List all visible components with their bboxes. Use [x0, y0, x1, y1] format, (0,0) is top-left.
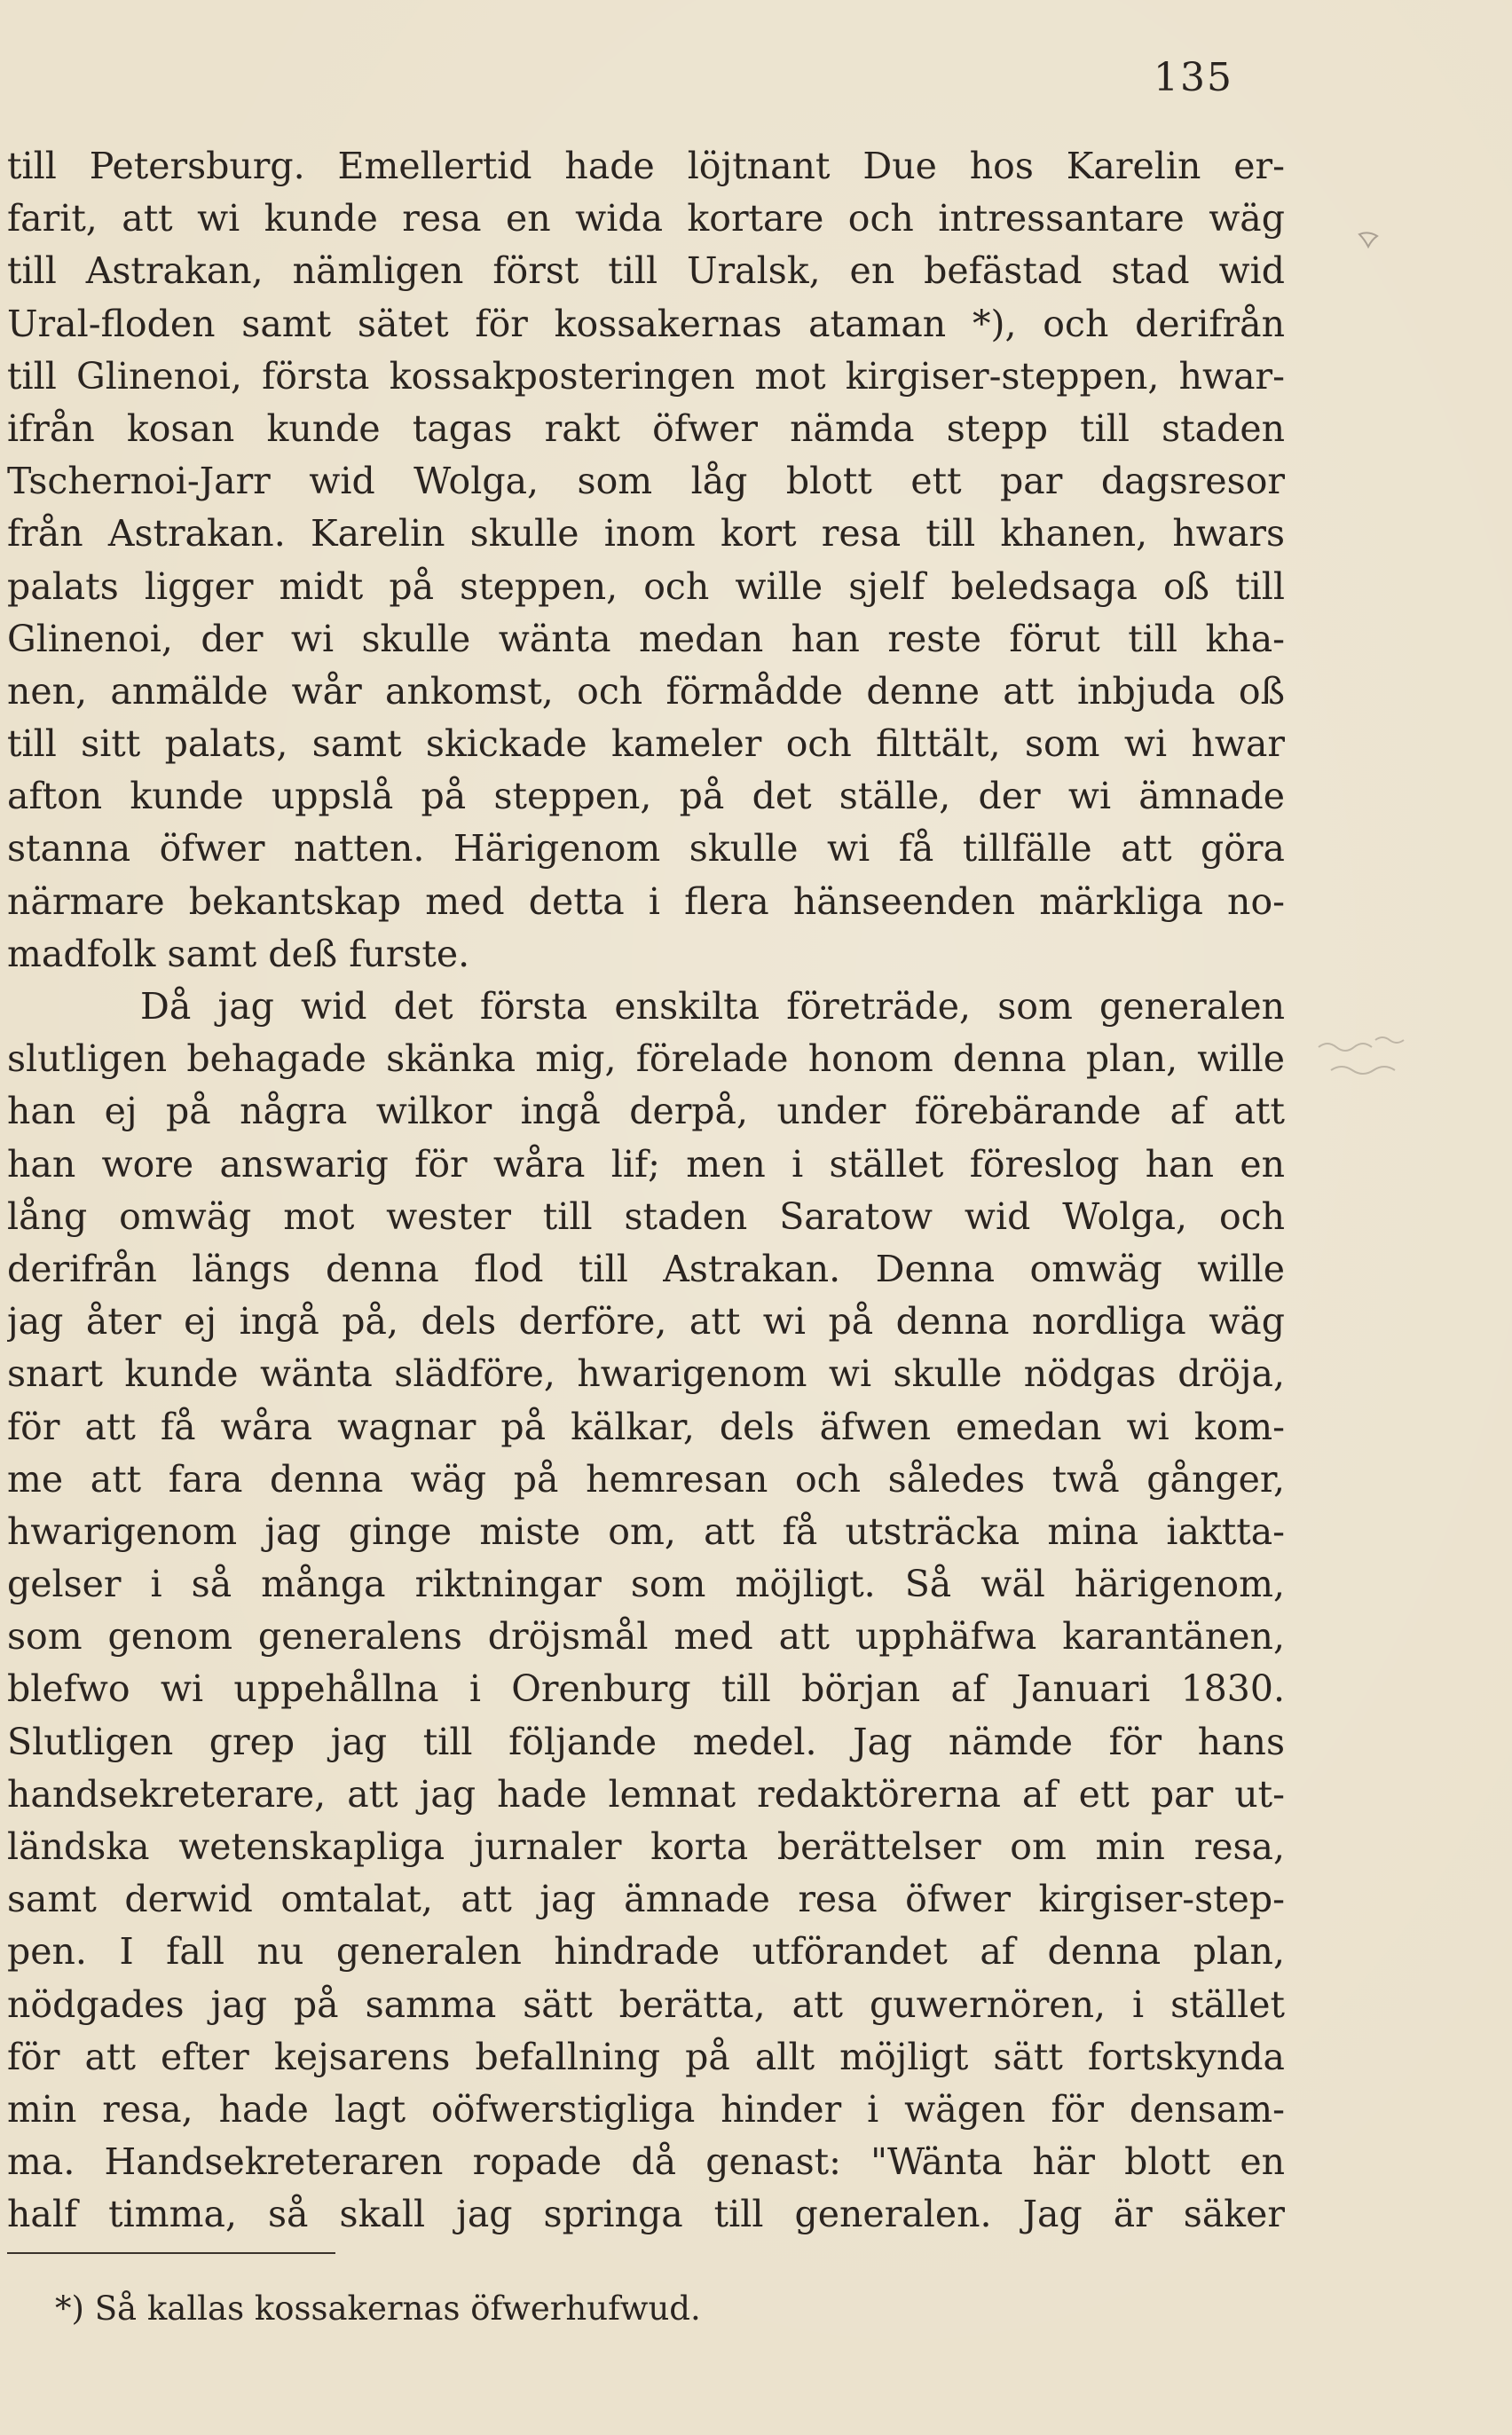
text-line: farit, att wi kunde resa en wida kortare och intressantare wäg	[7, 197, 1285, 240]
page-number: 135	[1154, 55, 1233, 100]
text-line: som genom generalens dröjsmål med att upphäfwa karantänen,	[7, 1615, 1285, 1659]
text-line: han wore answarig för wåra lif; men i stället föreslog han en	[7, 1142, 1285, 1186]
text-line: ländska wetenskapliga jurnaler korta berättelser om min resa,	[7, 1825, 1285, 1868]
text-line: till Glinenoi, första kossakposteringen mot kirgiser-steppen, hwar-	[7, 354, 1285, 398]
text-line: nen, anmälde wår ankomst, och förmådde denne att inbjuda oß	[7, 669, 1285, 713]
text-line: närmare bekantskap med detta i flera hänseenden märkliga no-	[7, 879, 1285, 923]
text-line: för att efter kejsarens befallning på allt möjligt sätt fortskynda	[7, 2035, 1285, 2078]
text-line-paragraph-start: Då jag wid det första enskilta företräde, som generalen	[140, 985, 1285, 1028]
text-line: min resa, hade lagt oöfwerstigliga hinder i wägen för densam-	[7, 2087, 1285, 2131]
text-line: Glinenoi, der wi skulle wänta medan han reste förut till kha-	[7, 617, 1285, 660]
text-line: blefwo wi uppehållna i Orenburg till början af Januari 1830.	[7, 1667, 1285, 1711]
text-line: från Astrakan. Karelin skulle inom kort resa till khanen, hwars	[7, 512, 1285, 556]
footnote-divider	[7, 2252, 335, 2254]
text-line: slutligen behagade skänka mig, förelade honom denna plan, wille	[7, 1037, 1285, 1081]
text-line: samt derwid omtalat, att jag ämnade resa öfwer kirgiser-step-	[7, 1878, 1285, 1921]
text-line: pen. I fall nu generalen hindrade utförandet af denna plan,	[7, 1930, 1285, 1974]
footnote: *) Så kallas kossakernas öfwerhufwud.	[55, 2289, 701, 2328]
text-line: för att få wåra wagnar på kälkar, dels äfwen emedan wi kom-	[7, 1405, 1285, 1448]
text-line: till Astrakan, nämligen först till Uralsk, en befästad stad wid	[7, 249, 1285, 293]
text-line: handsekreterare, att jag hade lemnat redaktörerna af ett par ut-	[7, 1772, 1285, 1816]
text-line: hwarigenom jag ginge miste om, att få utsträcka mina iaktta-	[7, 1509, 1285, 1553]
text-line: Tschernoi-Jarr wid Wolga, som låg blott ett par dagsresor	[7, 460, 1285, 503]
body-text	[7, 140, 1285, 2242]
text-line: derifrån längs denna flod till Astrakan. Denna omwäg wille	[7, 1247, 1285, 1290]
text-line: snart kunde wänta slädföre, hwarigenom wi skulle nödgas dröja,	[7, 1352, 1285, 1396]
text-line: half timma, så skall jag springa till generalen. Jag är säker	[7, 2193, 1285, 2236]
text-line: Slutligen grep jag till följande medel. Jag nämde för hans	[7, 1720, 1285, 1763]
text-line: gelser i så många riktningar som möjligt. Så wäl härigenom,	[7, 1563, 1285, 1606]
text-line-paragraph-end: madfolk samt deß furste.	[7, 932, 470, 975]
text-line: ifrån kosan kunde tagas rakt öfwer nämda stepp till staden	[7, 406, 1285, 450]
text-line: till sitt palats, samt skickade kameler och filttält, som wi hwar	[7, 722, 1285, 766]
text-line: lång omwäg mot wester till staden Saratow wid Wolga, och	[7, 1194, 1285, 1238]
text-line: till Petersburg. Emellertid hade löjtnant Due hos Karelin er-	[7, 145, 1285, 187]
text-line: me att fara denna wäg på hemresan och således twå gånger,	[7, 1457, 1285, 1501]
text-line: ma. Handsekreteraren ropade då genast: "Wänta här blott en	[7, 2140, 1285, 2184]
text-line: palats ligger midt på steppen, och wille sjelf beledsaga oß till	[7, 564, 1285, 608]
text-line: jag åter ej ingå på, dels derföre, att wi på denna nordliga wäg	[7, 1300, 1285, 1344]
faint-marginal-handwriting	[1313, 1020, 1446, 1091]
ink-smudge-mark	[1356, 229, 1381, 250]
text-line: stanna öfwer natten. Härigenom skulle wi få tillfälle att göra	[7, 827, 1285, 871]
text-line: nödgades jag på samma sätt berätta, att guwernören, i stället	[7, 1982, 1285, 2026]
text-line: afton kunde uppslå på steppen, på det ställe, der wi ämnade	[7, 775, 1285, 818]
text-line: Ural-floden samt sätet för kossakernas ataman *), och derifrån	[7, 302, 1285, 345]
text-line: han ej på några wilkor ingå derpå, under förebärande af att	[7, 1090, 1285, 1133]
